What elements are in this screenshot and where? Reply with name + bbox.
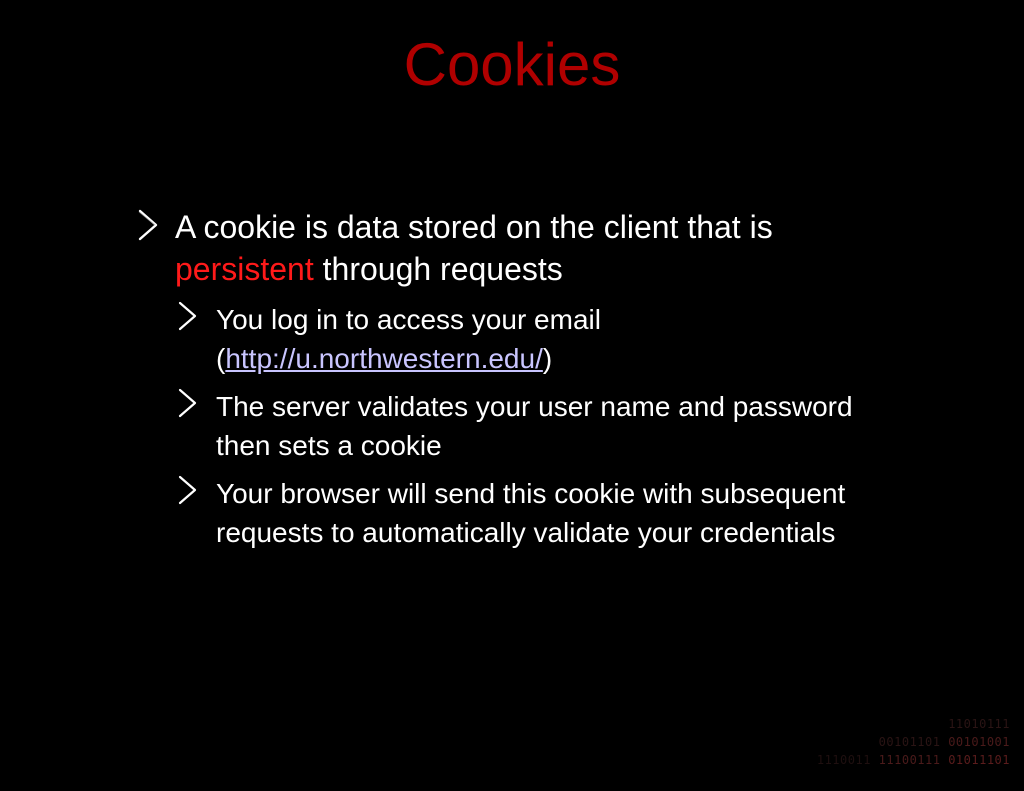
sub-bullet-email-text: You log in to access your email ( [216, 304, 601, 374]
sub-bullet-server-text: The server validates your user name and password then sets a cookie [216, 391, 853, 461]
sub-bullet-list [134, 300, 894, 552]
sub-bullet-browser-text: Your browser will send this cookie with subsequent requests to automatically validate your credentials [216, 478, 846, 548]
chevron-right-icon [175, 387, 201, 419]
slide-title: Cookies [403, 31, 621, 98]
email-link[interactable]: http://u.northwestern.edu/ [225, 343, 543, 374]
sub-bullet-email-text-after: ) [542, 343, 553, 374]
bullet-main [134, 206, 894, 290]
bullet-main-text: A cookie is data stored on the client that is [175, 209, 773, 245]
chevron-right-icon [175, 300, 201, 332]
chevron-right-icon [134, 208, 162, 242]
sub-bullet-email [175, 300, 894, 378]
slide-content [134, 206, 894, 561]
bullet-main-text-after: through requests [313, 251, 563, 287]
sub-bullet-browser [175, 474, 894, 552]
binary-line: 11010111 [948, 717, 1010, 731]
binary-line: 1110011 11100111 01011101 [816, 753, 1010, 767]
sub-bullet-server [175, 387, 894, 465]
binary-decoration [817, 715, 1010, 769]
chevron-right-icon [175, 474, 201, 506]
binary-line: 00101101 00101001 [878, 735, 1010, 749]
bullet-main-highlight: persistent [175, 251, 314, 287]
